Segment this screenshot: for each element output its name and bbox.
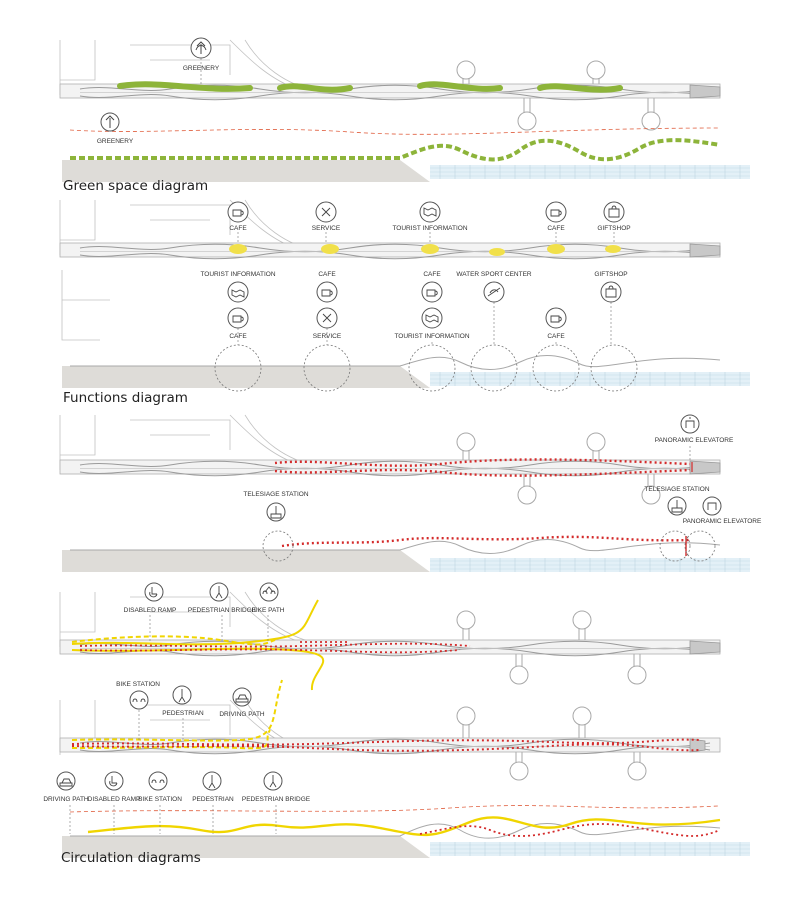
pedestrian-route-section-circ bbox=[420, 824, 720, 836]
cafe-icon bbox=[228, 202, 248, 222]
cafe-icon bbox=[228, 308, 248, 328]
green-space-diagram bbox=[60, 38, 750, 194]
circ-section-label-2: DISABLED RAMP bbox=[87, 796, 141, 803]
skyline-dash bbox=[70, 128, 720, 134]
circ-plan2-label-2: PEDESTRIAN bbox=[162, 710, 204, 717]
cafe-icon bbox=[422, 282, 442, 302]
driving-path-icon bbox=[233, 688, 251, 706]
access-diagram bbox=[60, 415, 762, 572]
greenery-icon bbox=[191, 38, 211, 84]
tourist-information-icon bbox=[228, 282, 248, 302]
functions-section-ground bbox=[62, 366, 430, 388]
greenery-label-1: GREENERY bbox=[182, 65, 220, 72]
circ-plan2-label-3: DRIVING PATH bbox=[219, 711, 265, 718]
function-top-label-5: GIFTSHOP bbox=[597, 225, 631, 232]
function-top-label-2: SERVICE bbox=[311, 225, 341, 232]
function-mid-label-5: GIFTSHOP bbox=[594, 271, 628, 278]
tourist-information-icon bbox=[422, 308, 442, 328]
circ-section-label-5: PEDESTRIAN BRIDGE bbox=[241, 796, 311, 803]
circ-section-label-1: DRIVING PATH bbox=[43, 796, 89, 803]
telesiage-label-2: TELESIAGE STATION bbox=[644, 486, 710, 493]
function-top-label-3: TOURIST INFORMATION bbox=[392, 225, 468, 232]
cafe-icon bbox=[546, 308, 566, 328]
circ-section-label-4: PEDESTRIAN bbox=[192, 796, 234, 803]
cafe-icon bbox=[546, 202, 566, 222]
elevator-icon-east bbox=[703, 497, 721, 515]
disabled-ramp-icon bbox=[145, 583, 163, 601]
elevator-label-1: PANORAMIC ELEVATORE bbox=[654, 437, 734, 444]
functions-section-water bbox=[430, 372, 750, 386]
driving-path-icon bbox=[57, 772, 75, 790]
section-water bbox=[430, 165, 750, 179]
bike-station-icon bbox=[149, 772, 167, 790]
functions-mid-icons bbox=[228, 282, 621, 302]
greenery-section-line bbox=[70, 140, 720, 159]
function-top-label-1: CAFE bbox=[229, 225, 247, 232]
tourist-information-icon bbox=[420, 202, 440, 222]
caption-circulation: Circulation diagrams bbox=[61, 850, 201, 866]
pedestrian-route-section bbox=[282, 537, 690, 546]
disabled-ramp-icon bbox=[105, 772, 123, 790]
pier-south-2 bbox=[642, 93, 660, 130]
caption-green-space: Green space diagram bbox=[63, 178, 209, 194]
circ-plan1-label-1: DISABLED RAMP bbox=[123, 607, 177, 614]
bike-icon bbox=[260, 583, 278, 601]
telesiage-icon-east bbox=[668, 497, 686, 515]
telesiage-icon bbox=[267, 503, 285, 521]
green-plan bbox=[60, 38, 720, 130]
circ-section-label-3: BIKE STATION bbox=[138, 796, 182, 803]
elevator-label-2: PANORAMIC ELEVATORE bbox=[682, 518, 762, 525]
caption-functions: Functions diagram bbox=[63, 390, 188, 406]
giftshop-icon bbox=[604, 202, 624, 222]
telesiage-label-1: TELESIAGE STATION bbox=[243, 491, 309, 498]
circ-plan2-label-1: BIKE STATION bbox=[116, 681, 160, 688]
functions-low-icons bbox=[228, 308, 566, 328]
pier-south-1 bbox=[518, 93, 536, 130]
circulation-diagrams bbox=[43, 583, 750, 866]
function-mid-label-4: WATER SPORT CENTER bbox=[456, 271, 532, 278]
function-bottom-label-1: CAFE bbox=[229, 333, 247, 340]
function-mid-label-1: TOURIST INFORMATION bbox=[200, 271, 276, 278]
cafe-icon bbox=[317, 282, 337, 302]
bike-route-section bbox=[88, 817, 720, 834]
function-bottom-label-4: CAFE bbox=[547, 333, 565, 340]
function-bottom-label-2: SERVICE bbox=[312, 333, 342, 340]
function-bottom-label-3: TOURIST INFORMATION bbox=[394, 333, 470, 340]
promenade-end bbox=[690, 85, 720, 98]
giftshop-icon bbox=[601, 282, 621, 302]
greenery-label-2: GREENERY bbox=[96, 138, 134, 145]
circ-plan1-label-2: PEDESTRIAN BRIDGE bbox=[187, 607, 257, 614]
function-mid-label-2: CAFE bbox=[318, 271, 336, 278]
circ-plan1-label-3: BIKE PATH bbox=[251, 607, 285, 614]
greenery-icon-section bbox=[101, 113, 119, 131]
function-mid-label-3: CAFE bbox=[423, 271, 441, 278]
functions-diagram bbox=[60, 200, 750, 406]
function-top-label-4: CAFE bbox=[547, 225, 565, 232]
functions-top-icons bbox=[228, 202, 624, 222]
bike-station-icon bbox=[130, 691, 148, 709]
